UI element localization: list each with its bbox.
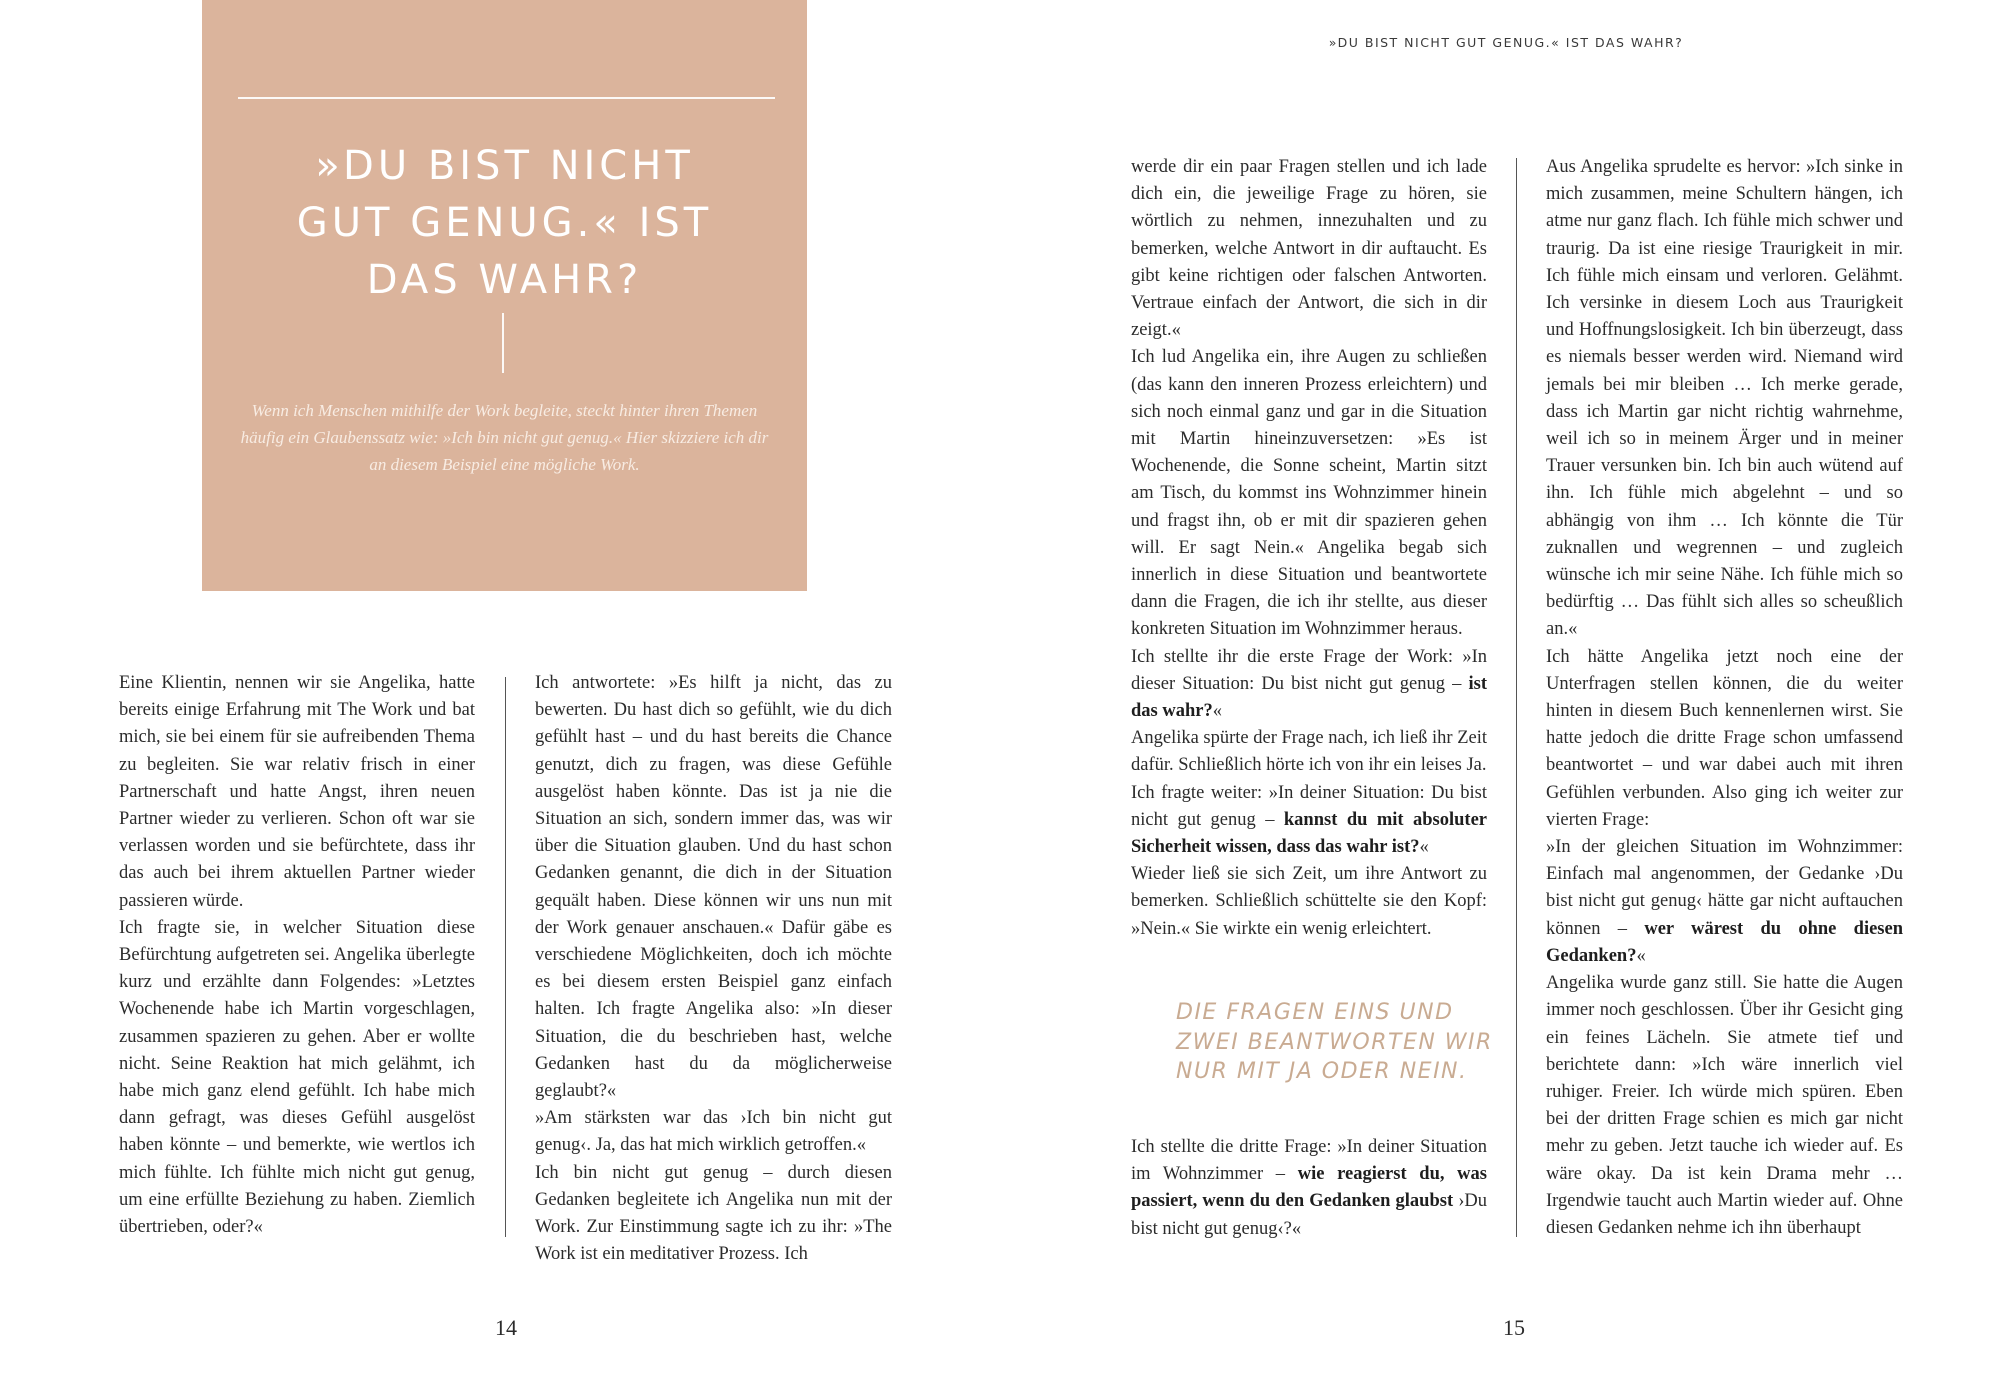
work-question-2: kannst du mit absoluter Sicherheit wissen, dass das wahr ist?	[1131, 809, 1488, 858]
text-run: »In der gleichen Situation im Wohnzimmer: Einfach mal angenommen, der Gedanke ›Du bist nicht gut genug‹ hätte gar nicht auftauchen können –	[1546, 837, 1903, 939]
paragraph: Ich fragte sie, in welcher Situation diese Befürchtung aufgetreten sei. Angelika überlegte kurz und erzählte dann Folgendes: »Letztes Wochenende habe ich Martin vorgeschlagen, zusammen spazieren zu gehen. Aber er wollte nicht. Seine Reaktion hat mich gelähmt, ich habe mich ganz elend gefühlt. Ich habe mich dann gefragt, was dieses Gefühl ausgelöst haben könnte – und bemerkte, wie wertlos ich mich fühlte. Ich fühlte mich nicht gut genug, um eine erfüllte Beziehung zu haben. Ziemlich übertrieben, oder?«	[119, 917, 475, 1238]
work-question-4: wer wärest du ohne diesen Gedanken?	[1546, 918, 1903, 966]
decorative-vertical-rule	[502, 313, 504, 373]
text-column-right-1	[1131, 154, 1487, 943]
chapter-title	[242, 138, 767, 309]
paragraph: Eine Klientin, nennen wir sie Angelika, hatte bereits einige Erfahrung mit The Work und bat mich, sie bei einem für sie aufreibenden Thema zu begleiten. Sie war relativ frisch in einer Partnerschaft und hatte Angst, ihren neuen Partner wieder zu verlieren. Schon oft war sie verlassen worden und sie befürchtete, dass ihr das auch bei ihrem aktuellen Partner wieder passieren würde.	[119, 673, 475, 911]
paragraph: Angelika wurde ganz still. Sie hatte die Augen immer noch geschlossen. Über ihr Gesicht ging ein feines Lächeln. Sie atmete tief und berichtete dann: »Ich wäre innerlich viel ruhiger. Freier. Ich würde mich spüren. Eben bei der dritten Frage schien es mich gar nicht mehr zu geben. Jetzt tauche ich wieder auf. Es wäre okay. Da ist kein Drama mehr … Irgendwie taucht auch Martin wieder auf. Ohne diesen Gedanken nehme ich ihn überhaupt	[1546, 973, 1903, 1238]
page-number-left: 14	[495, 1315, 517, 1340]
paragraph: Ich bin nicht gut genug – durch diesen Gedanken begleitete ich Angelika nun mit der Work. Zur Einstimmung sagte ich zu ihr: »The Work ist ein meditativer Prozess. Ich	[535, 1162, 892, 1265]
page-number-right: 15	[1503, 1315, 1525, 1340]
paragraph	[1131, 1134, 1487, 1243]
paragraph: Ich lud Angelika ein, ihre Augen zu schließen (das kann den inneren Prozess erleichtern) und sich noch einmal ganz und gar in die Situation mit Martin hineinzuversetzen: »Es ist Wochenende, die Sonne scheint, Martin sitzt am Tisch, du kommst ins Wohnzimmer hinein und fragst ihn, ob er mit dir spazieren gehen will. Er sagt Nein.« Angelika begab sich innerlich in diese Situation und beantwortete dann die Fragen, die ich ihr stellte, aus dieser konkreten Situation im Wohnzimmer heraus.	[1131, 347, 1487, 640]
decorative-rule	[238, 97, 775, 99]
chapter-title-box	[202, 0, 807, 591]
chapter-title-line: GUT GENUG.« IST	[296, 200, 713, 246]
text-run: Ich stellte ihr die erste Frage der Work: »In dieser Situation: Du bist nicht gut genug –	[1131, 646, 1487, 694]
column-divider	[505, 677, 506, 1237]
paragraph: Ich hätte Angelika jetzt noch eine der Unterfragen stellen können, die du weiter hinten in diesem Buch kennenlernen wirst. Sie hatte jedoch die dritte Frage schon umfassend beantwortet – und war dabei auch mit ihren Gefühlen verbunden. Also ging ich weiter zur vierten Frage:	[1546, 646, 1903, 830]
paragraph: Ich antwortete: »Es hilft ja nicht, das zu bewerten. Du hast dich so gefühlt, wie du dich gefühlt hast – und du hast bereits die Chance genutzt, dich zu fragen, was diese Gefühle ausgelöst haben könnte. Das ist ja nie die Situation an sich, sondern immer das, was wir über die Situation glauben. Und du hast schon Gedanken genannt, die dich in der Situation gequält haben. Diese können wir uns nun mit der Work genauer anschauen.« Dafür gäbe es verschiedene Möglichkeiten, doch ich möchte es bei diesem ersten Beispiel ganz einfach halten. Ich fragte Angelika also: »In dieser Situation, die du beschrieben hast, welche Gedanken hast du da möglicherweise geglaubt?«	[535, 673, 892, 1102]
paragraph: Aus Angelika sprudelte es hervor: »Ich sinke in mich zusammen, meine Schultern hängen, ich atme nur ganz flach. Ich fühle mich schwer und traurig. Da ist eine riesige Traurigkeit in mir. Ich fühle mich einsam und verloren. Gelähmt. Ich versinke in diesem Loch aus Traurigkeit und Hoffnungslosigkeit. Ich bin überzeugt, dass es niemals besser werden wird. Niemand wird jemals bei mir bleiben … Ich merke gerade, dass ich Martin gar nicht richtig wahrnehme, weil ich so in meinem Ärger und in meiner Trauer versunken bin. Ich bin auch wütend auf ihn. Ich fühle mich abgelehnt – und so abhängig von ihm … Ich könnte die Tür zuknallen und wegrennen – und zugleich wünsche ich mir seine Nähe. Ich fühle mich so bedürftig … Das fühlt sich alles so scheußlich an.«	[1546, 157, 1903, 640]
text-run: Ich stellte die dritte Frage: »In deiner Situation im Wohnzimmer –	[1131, 1137, 1487, 1185]
text-run: «	[1212, 701, 1222, 722]
paragraph: »Am stärksten war das ›Ich bin nicht gut genug‹. Ja, das hat mich wirklich getroffen.«	[535, 1108, 892, 1156]
text-column-right-1-continued	[1131, 1134, 1487, 1243]
paragraph: Wieder ließ sie sich Zeit, um ihre Antwort zu bemerken. Schließlich schüttelte sie den Kopf: »Nein.« Sie wirkte ein wenig erleichtert.	[1131, 864, 1487, 939]
text-run: «	[1636, 945, 1646, 966]
text-column-left-2	[535, 670, 892, 1268]
pull-quote: DIE FRAGEN EINS UND ZWEI BEANTWORTEN WIR NUR MIT JA ODER NEIN.	[1176, 1000, 1493, 1084]
paragraph	[1131, 644, 1487, 726]
paragraph: werde dir ein paar Fragen stellen und ich lade dich ein, die jeweilige Frage zu hören, sie wörtlich zu nehmen, innezuhalten und zu bemerken, welche Antwort in dir auftaucht. Es gibt keine richtigen oder falschen Antworten. Vertraue einfach der Antwort, die sich in dir zeigt.«	[1131, 157, 1487, 341]
running-head: »DU BIST NICHT GUT GENUG.« IST DAS WAHR?	[1328, 35, 1684, 50]
paragraph	[1546, 834, 1903, 970]
paragraph: Angelika spürte der Frage nach, ich ließ ihr Zeit dafür. Schließlich hörte ich von ihr ein leises Ja.	[1131, 728, 1487, 776]
text-column-right-2	[1546, 154, 1903, 1242]
text-column-left-1	[119, 670, 475, 1241]
text-run: ›Du bist nicht gut genug‹?«	[1131, 1191, 1487, 1239]
chapter-title-line: DAS WAHR?	[366, 257, 643, 303]
text-run: Ich fragte weiter: »In deiner Situation: Du bist nicht gut genug –	[1131, 782, 1487, 830]
work-question-3: wie reagierst du, was passiert, wenn du den Gedanken glaubst	[1131, 1164, 1487, 1212]
paragraph	[1131, 780, 1487, 862]
chapter-title-line: »DU BIST NICHT	[315, 143, 694, 189]
text-run: «	[1419, 837, 1429, 858]
chapter-intro: Wenn ich Menschen mithilfe der Work begleite, steckt hinter ihren Themen häufig ein Glaubenssatz wie: »Ich bin nicht gut genug.« Hier skizziere ich dir an diesem Beispiel eine mögliche Work.	[240, 401, 769, 474]
column-divider	[1516, 158, 1517, 1237]
work-question-1: ist das wahr?	[1131, 673, 1487, 722]
